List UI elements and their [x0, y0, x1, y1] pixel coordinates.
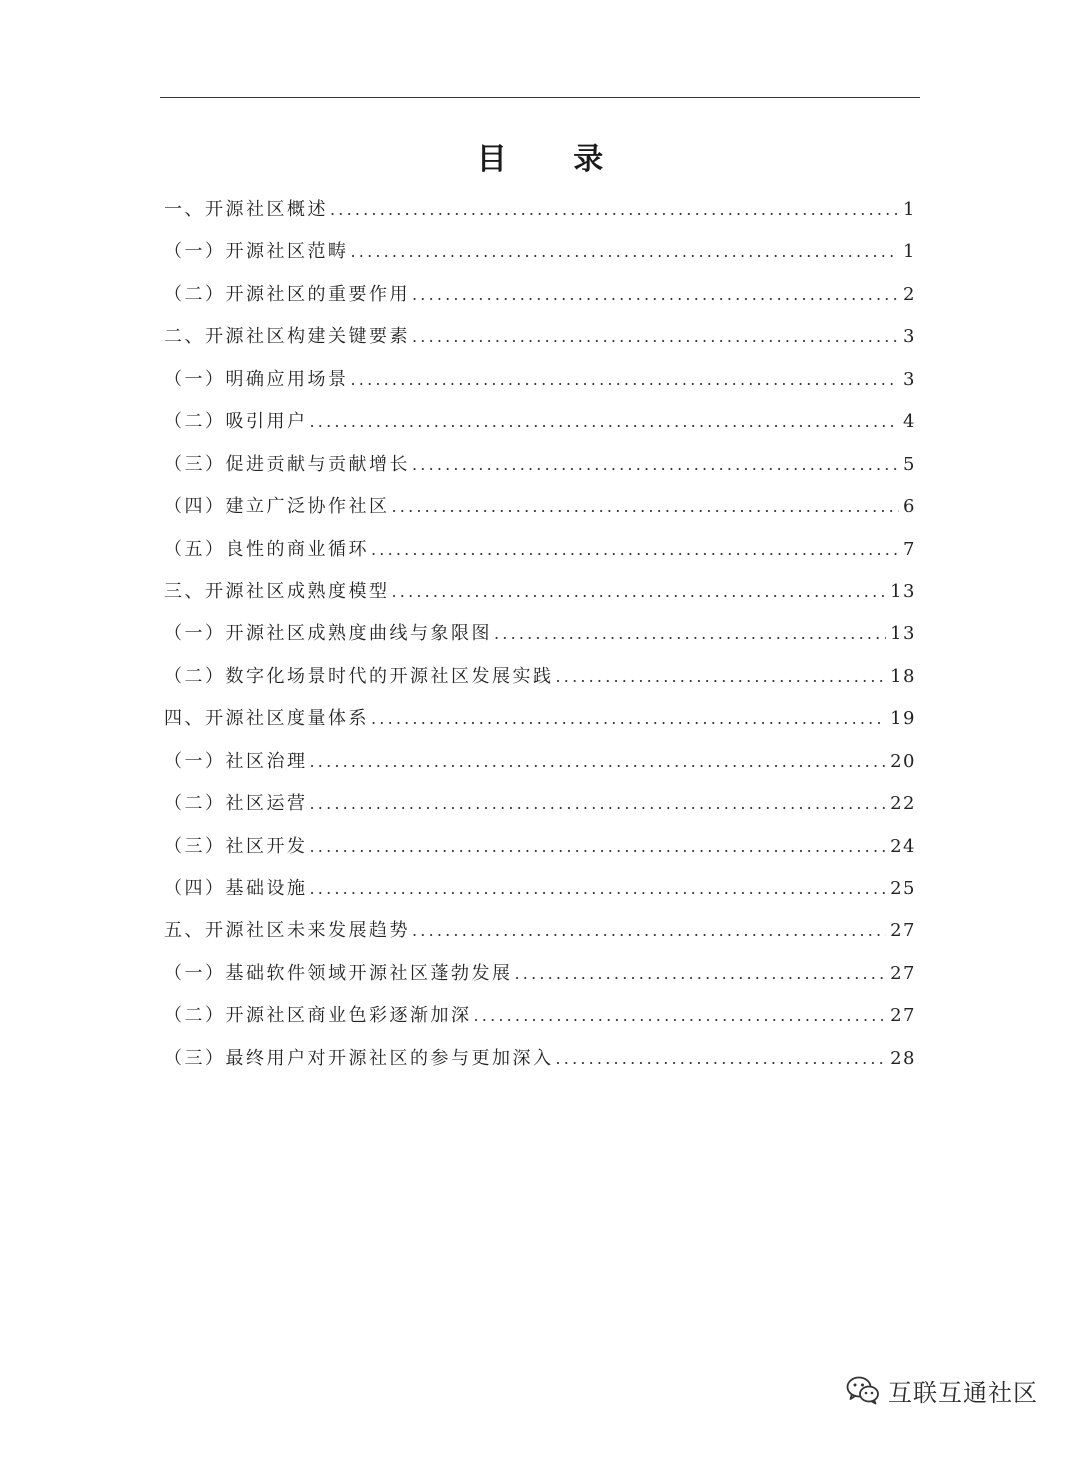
toc-entry-page-number: 5	[903, 453, 916, 475]
toc-entry-label: （二）开源社区的重要作用	[164, 283, 410, 305]
toc-entry-page-number: 19	[890, 708, 916, 730]
toc-entry[interactable]	[164, 359, 916, 401]
toc-entry[interactable]	[164, 783, 916, 825]
toc-dot-leader	[412, 444, 899, 486]
toc-entry-label: （三）社区开发	[164, 835, 308, 857]
toc-dot-leader	[392, 571, 887, 613]
toc-dot-leader	[351, 231, 900, 273]
toc-entry-page-number: 4	[903, 411, 916, 433]
toc-dot-leader	[310, 868, 887, 910]
toc-dot-leader	[392, 486, 900, 528]
toc-entry-page-number: 1	[903, 241, 916, 263]
toc-entry-label: （一）社区治理	[164, 750, 308, 772]
toc-dot-leader	[474, 995, 887, 1037]
toc-entry[interactable]	[164, 741, 916, 783]
toc-entry-page-number: 27	[890, 1005, 916, 1027]
toc-entry-label: （四）基础设施	[164, 878, 308, 899]
toc-dot-leader	[330, 189, 899, 231]
toc-dot-leader	[556, 656, 887, 698]
toc-dot-leader	[310, 783, 887, 825]
toc-entry-page-number: 25	[890, 878, 916, 899]
toc-entry[interactable]	[164, 189, 916, 231]
toc-entry-label: （一）明确应用场景	[164, 368, 349, 390]
toc-dot-leader	[556, 1038, 887, 1080]
toc-entry[interactable]	[164, 910, 916, 952]
toc-entry[interactable]	[164, 316, 916, 358]
toc-entry-page-number: 3	[903, 326, 916, 348]
toc-entry[interactable]	[164, 826, 916, 868]
toc-dot-leader	[412, 910, 886, 952]
toc-entry-label: （一）基础软件领域开源社区蓬勃发展	[164, 962, 513, 984]
toc-entry[interactable]	[164, 401, 916, 443]
toc-dot-leader	[310, 401, 900, 443]
toc-dot-leader	[371, 698, 886, 740]
toc-entry-label: （二）数字化场景时代的开源社区发展实践	[164, 665, 554, 687]
toc-entry-page-number: 27	[890, 920, 916, 942]
toc-entry-label: 三、开源社区成熟度模型	[164, 580, 390, 602]
toc-entry[interactable]	[164, 231, 916, 273]
toc-entry-label: 四、开源社区度量体系	[164, 708, 369, 730]
toc-entry-label: （五）良性的商业循环	[164, 538, 369, 560]
toc-dot-leader	[494, 613, 886, 655]
page-title: 目 录	[476, 142, 632, 177]
toc-entry[interactable]	[164, 1038, 916, 1080]
toc-entry-label: 二、开源社区构建关键要素	[164, 326, 410, 348]
toc-entry-label: 一、开源社区概述	[164, 199, 328, 220]
toc-entry-page-number: 13	[890, 580, 916, 602]
toc-entry-page-number: 20	[890, 750, 916, 772]
toc-entry[interactable]	[164, 444, 916, 486]
toc-dot-leader	[371, 529, 899, 571]
toc-entry-page-number: 7	[903, 538, 916, 560]
toc-entry-page-number: 3	[903, 368, 916, 390]
toc-entry-page-number: 13	[890, 623, 916, 645]
toc-entry[interactable]	[164, 274, 916, 316]
toc-dot-leader	[351, 359, 900, 401]
toc-entry-page-number: 22	[890, 793, 916, 815]
toc-entry[interactable]	[164, 571, 916, 613]
watermark-text: 互联互通社区	[888, 1378, 1038, 1407]
toc-entry-page-number: 6	[903, 496, 916, 518]
toc-entry-page-number: 27	[890, 962, 916, 984]
toc-entry-label: （三）促进贡献与贡献增长	[164, 453, 410, 475]
toc-entry-page-number: 1	[903, 199, 916, 220]
toc-entry-label: 五、开源社区未来发展趋势	[164, 920, 410, 942]
toc-entry-page-number: 24	[890, 835, 916, 857]
table-of-contents	[164, 189, 916, 1080]
toc-dot-leader	[412, 316, 899, 358]
toc-entry-label: （二）社区运营	[164, 793, 308, 815]
toc-entry-label: （一）开源社区范畴	[164, 241, 349, 263]
wechat-icon	[846, 1375, 880, 1405]
toc-entry[interactable]	[164, 953, 916, 995]
toc-entry[interactable]	[164, 613, 916, 655]
toc-entry-label: （一）开源社区成熟度曲线与象限图	[164, 623, 492, 645]
header-rule	[160, 97, 920, 98]
toc-dot-leader	[412, 274, 899, 316]
toc-dot-leader	[515, 953, 887, 995]
toc-entry[interactable]	[164, 486, 916, 528]
toc-entry-page-number: 2	[903, 283, 916, 305]
toc-entry-label: （二）开源社区商业色彩逐渐加深	[164, 1005, 472, 1027]
toc-entry[interactable]	[164, 529, 916, 571]
toc-entry[interactable]	[164, 868, 916, 910]
toc-dot-leader	[310, 826, 887, 868]
toc-entry[interactable]	[164, 698, 916, 740]
watermark	[846, 1368, 1038, 1412]
toc-entry-label: （三）最终用户对开源社区的参与更加深入	[164, 1047, 554, 1069]
toc-dot-leader	[310, 741, 887, 783]
toc-entry-label: （二）吸引用户	[164, 411, 308, 433]
toc-entry-page-number: 18	[890, 665, 916, 687]
toc-entry[interactable]	[164, 656, 916, 698]
toc-entry[interactable]	[164, 995, 916, 1037]
toc-entry-page-number: 28	[890, 1047, 916, 1069]
toc-entry-label: （四）建立广泛协作社区	[164, 496, 390, 518]
